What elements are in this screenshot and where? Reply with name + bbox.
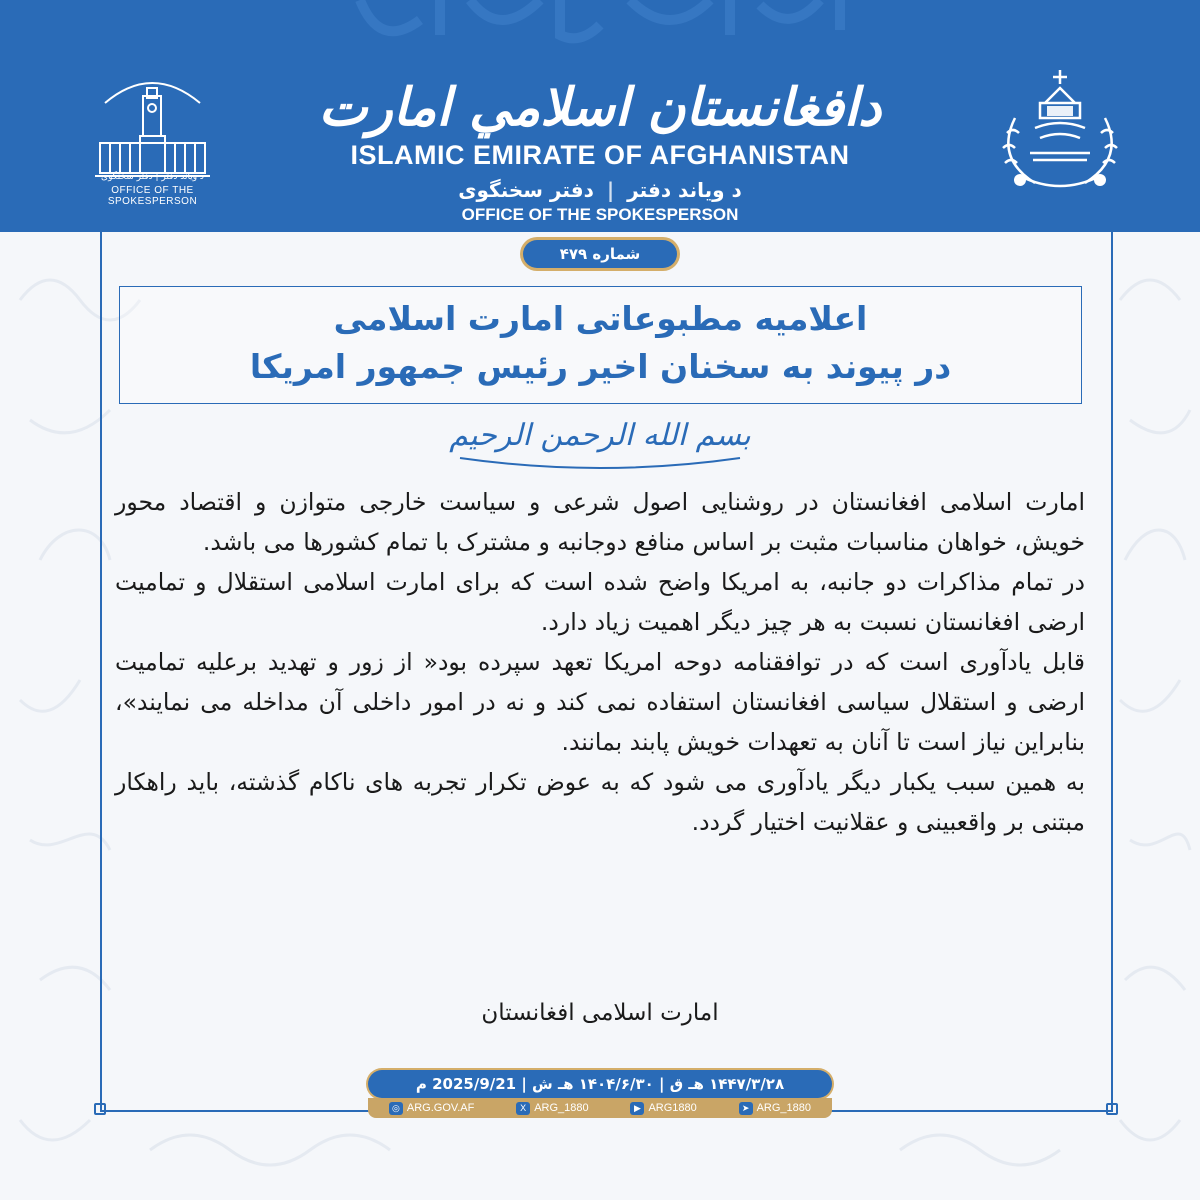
header-office-pashto	[400, 178, 800, 202]
header-title-pashto: دافغانستان اسلامي امارت	[318, 77, 882, 138]
body-paragraph-3: قابل یادآوری است که در توافقنامه دوحه امریکا تعهد سپرده بود« از زور و تهدید برعلیه تمامیت ارضی و استقلال سیاسی افغانستان استفاده نمی کند و نه در امور داخلی آن مداخله می نمایند»، بنابراین نیاز است تا آنان به تعهدات خویش پابند بمانند.	[115, 648, 1085, 756]
title-box	[119, 286, 1082, 404]
body-paragraph-1: امارت اسلامی افغانستان در روشنایی اصول شرعی و سیاست خارجی متوازن و اقتصاد محور خویش، خواهان مناسبات مثبت بر اساس منافع دوجانبه و مشترک با تمام کشورها می باشد.	[115, 488, 1085, 556]
x-icon: X	[516, 1102, 530, 1115]
youtube-icon: ▶	[630, 1102, 644, 1115]
emirate-emblem-icon	[985, 58, 1135, 193]
frame-corner-bottom-left	[94, 1103, 106, 1115]
office-separator: |	[606, 178, 615, 202]
title-line-1: اعلامیه مطبوعاتی امارت اسلامی	[333, 299, 868, 338]
telegram-icon: ➤	[739, 1102, 753, 1115]
social-link-youtube[interactable]	[630, 1102, 696, 1115]
bismillah-calligraphy	[420, 410, 780, 472]
social-link-website[interactable]	[389, 1102, 474, 1115]
date-bar: ۱۴۴۷/۳/۲۸ هـ ق | ۱۴۰۴/۶/۳۰ هـ ش | 2025/9/21 م	[368, 1070, 832, 1098]
title-line-2: در پیوند به سخنان اخیر رئیس جمهور امریکا	[249, 347, 952, 386]
social-link-telegram[interactable]	[739, 1102, 811, 1115]
left-logo-caption: OFFICE OF THE SPOKESPERSON	[107, 185, 198, 207]
social-label-website: ARG.GOV.AF	[406, 1102, 475, 1114]
bismillah-text: بسم الله الرحمن الرحیم	[449, 418, 751, 453]
left-logo-caption-local: د ویاند دفتر | دفتر سخنگوی	[101, 172, 204, 182]
header-banner	[0, 0, 1200, 232]
office-pashto-left: دفتر سخنگوی	[458, 178, 594, 202]
signature: امارت اسلامی افغانستان	[481, 1000, 719, 1026]
globe-icon: ◎	[389, 1102, 403, 1115]
office-pashto-right: د ویاند دفتر	[627, 178, 742, 202]
social-label-x: ARG_1880	[534, 1102, 589, 1114]
press-release-body	[115, 482, 1085, 842]
header-title-english: ISLAMIC EMIRATE OF AFGHANISTAN	[350, 140, 850, 170]
social-label-telegram: ARG_1880	[756, 1102, 812, 1114]
social-link-x[interactable]	[516, 1102, 588, 1115]
social-label-youtube: ARG1880	[648, 1102, 697, 1114]
social-links-bar	[368, 1098, 832, 1118]
body-paragraph-4: به همین سبب یکبار دیگر یادآوری می شود که به عوض تکرار تجربه های ناکام گذشته، باید راهکار مبتنی بر واقعبینی و عقلانیت اختیار گردد.	[115, 768, 1085, 836]
frame-corner-bottom-right	[1106, 1103, 1118, 1115]
body-paragraph-2: در تمام مذاکرات دو جانبه، به امریکا واضح شده است که برای امارت اسلامی استقلال و تمامیت ارضی افغانستان نسبت به هر چیز دیگر اهمیت زیاد دارد.	[115, 568, 1085, 636]
header-office-english: OFFICE OF THE SPOKESPERSON	[461, 205, 739, 224]
release-number-badge: شماره ۴۷۹	[523, 240, 677, 268]
